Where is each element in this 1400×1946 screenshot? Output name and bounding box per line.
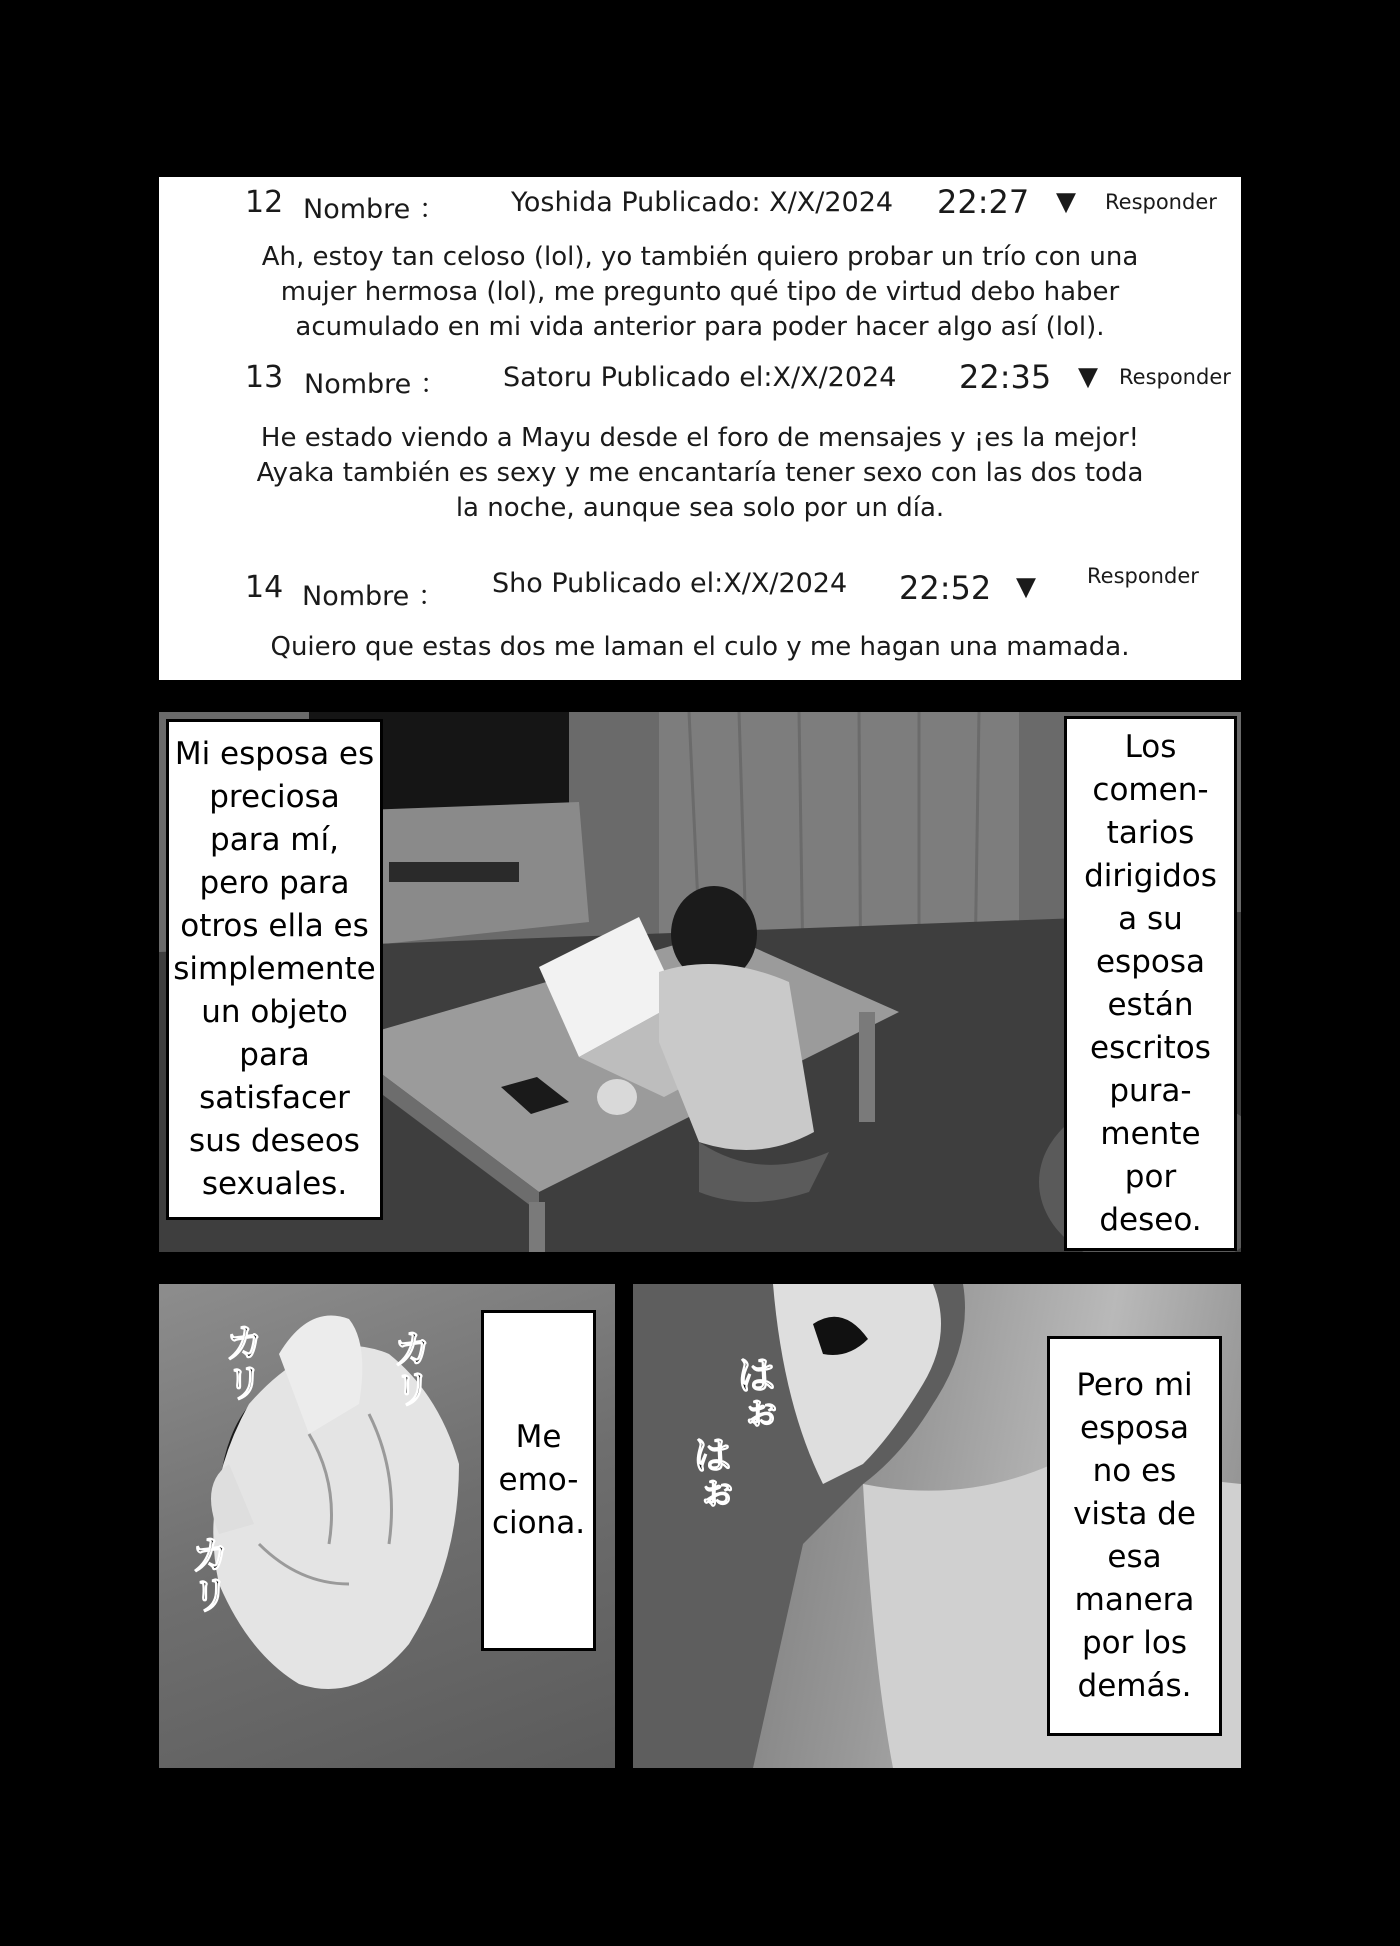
post-line: Quiero que estas dos me laman el culo y me hagan una mamada. [270,632,1130,662]
post-line: He estado viendo a Mayu desde el foro de mensajes y ¡es la mejor! [260,423,1140,453]
post-line: Ah, estoy tan celoso (lol), yo también quiero probar un trío con una [261,242,1139,272]
post-time: 22:35 [959,358,1052,396]
caption-box-hand: Me emo- ciona. [481,1310,596,1651]
forum-thread-panel [159,177,1241,680]
reply-arrow-icon[interactable]: ▼ [1078,362,1098,392]
reply-link[interactable]: Responder [1087,564,1199,588]
reply-arrow-icon[interactable]: ▼ [1056,187,1076,217]
manga-panel-face [633,1284,1241,1768]
caption-box-left: Mi esposa es preciosa para mí, pero para otros ella es simplemente un objeto para satisfacer sus deseos sexuales. [166,719,383,1220]
sfx-haa-2: はぉ [686,1434,732,1514]
post-line: Ayaka también es sexy y me encantaría tener sexo con las dos toda [256,458,1144,488]
post-line: mujer hermosa (lol), me pregunto qué tipo de virtud debo haber [280,277,1120,307]
sfx-haa-1: はぉ [730,1354,776,1434]
reply-arrow-icon[interactable]: ▼ [1016,572,1036,602]
sfx-kari-2: カリ [386,1328,432,1408]
post-time: 22:52 [899,569,992,607]
post-number: 12 [245,185,284,220]
sfx-kari-1: カリ [218,1322,264,1402]
post-name-label: Nombre ： [304,369,447,400]
reply-link[interactable]: Responder [1119,365,1231,389]
post-body [159,421,1241,526]
manga-panel-hand [159,1284,615,1768]
post-author-date: Satoru Publicado el:X/X/2024 [503,362,897,393]
post-number: 13 [245,360,284,395]
post-name-label: Nombre ： [303,194,446,225]
post-time: 22:27 [937,183,1030,221]
post-line: la noche, aunque sea solo por un día. [455,493,945,523]
sfx-kari-3: カリ [184,1534,230,1614]
caption-box-face: Pero mi esposa no es vista de esa manera por los demás. [1047,1336,1222,1736]
post-number: 14 [245,570,284,605]
post-author-date: Sho Publicado el:X/X/2024 [492,568,848,599]
post-author-date: Yoshida Publicado: X/X/2024 [511,187,894,218]
post-body [159,630,1241,665]
reply-link[interactable]: Responder [1105,190,1217,214]
manga-panel-room [159,712,1241,1252]
post-body [159,240,1241,345]
caption-box-right: Los comen- tarios dirigidos a su esposa están escritos pura- mente por deseo. [1064,716,1237,1251]
post-line: acumulado en mi vida anterior para poder hacer algo así (lol). [295,312,1105,342]
post-name-label: Nombre ： [302,581,445,612]
